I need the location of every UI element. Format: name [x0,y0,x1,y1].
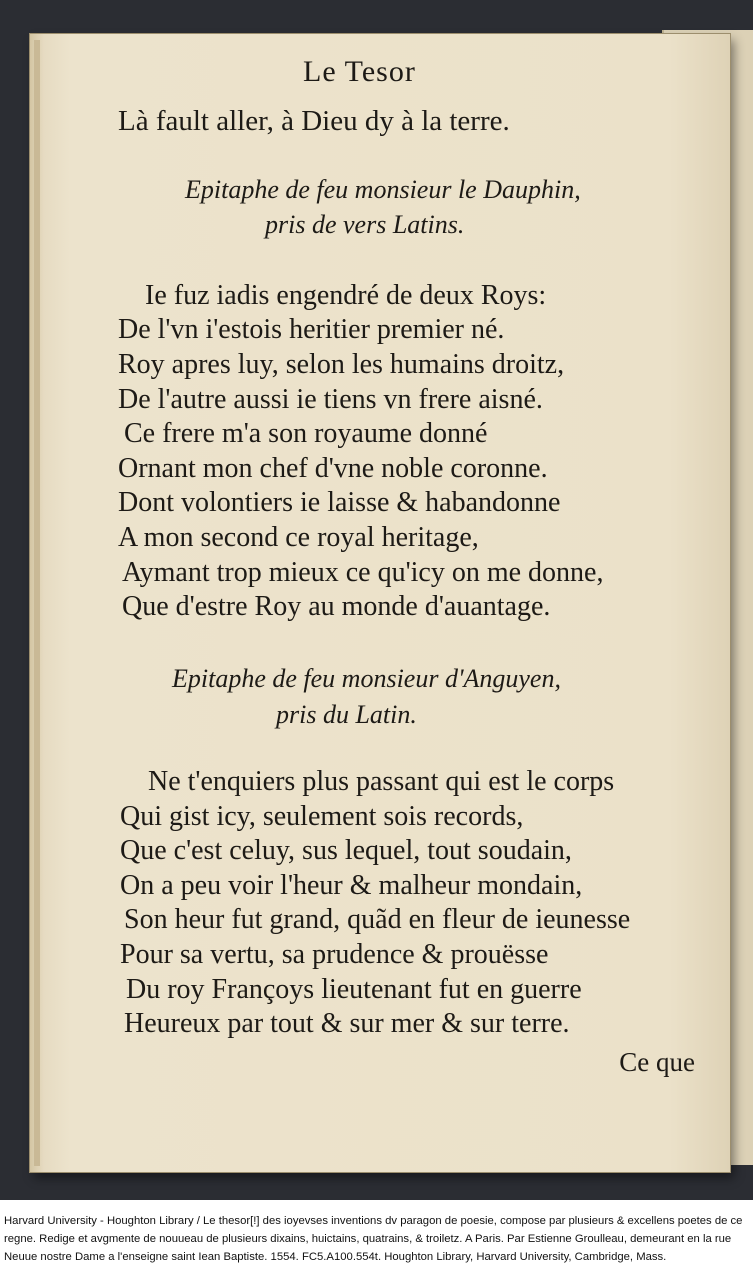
epitaph1-line: Ce frere m'a son royaume donné [124,418,488,449]
epitaph1-title-line2: pris de vers Latins. [265,210,465,239]
epitaph1-line: Ornant mon chef d'vne noble coronne. [118,453,548,484]
epitaph1-line: Dont volontiers ie laisse & habandonne [118,487,561,518]
image-credit-caption: Harvard University - Houghton Library / Le thesor[!] des ioyevses inventions dv paragon de poesie, compose par plusieurs & excellens poetes de ce regne. Redige et avgmente de nouueau de plusieurs dixains, huictains, quatrains, & troiletz. A Paris. Par Estienne Groulleau, demeurant en la rue Neuue nostre Dame a l'enseigne saint Iean Baptiste. 1554. FC5.A100.554t. Houghton Library, Harvard University, Cambridge, Mass. [4,1215,743,1263]
epitaph2-line: Qui gist icy, seulement sois records, [120,801,524,832]
catchword: Ce que [619,1047,695,1077]
epitaph1-line: Que d'estre Roy au monde d'auantage. [122,591,551,622]
epitaph2-line: Heureux par tout & sur mer & sur terre. [124,1008,570,1039]
epitaph1-line: A mon second ce royal heritage, [118,522,479,553]
epitaph2-line: Pour sa vertu, sa prudence & prouësse [120,939,549,970]
epitaph2-line: Du roy Françoys lieutenant fut en guerre [126,974,582,1005]
epitaph2-line: Que c'est celuy, sus lequel, tout soudain, [120,835,572,866]
epitaph1-line: Roy apres luy, selon les humains droitz, [118,349,565,380]
epitaph2-line: On a peu voir l'heur & malheur mondain, [120,870,583,901]
epitaph2-title-line1: Epitaphe de feu monsieur d'Anguyen, [172,664,561,693]
epitaph2-line: Ne t'enquiers plus passant qui est le corps [148,766,615,797]
epitaph1-title-line1: Epitaphe de feu monsieur le Dauphin, [185,175,581,204]
first-line: Là fault aller, à Dieu dy à la terre. [118,105,510,137]
epitaph1-line: De l'autre aussi ie tiens vn frere aisné. [118,384,543,415]
running-header: Le Tesor [303,55,416,88]
epitaph1-line: Ie fuz iadis engendré de deux Roys: [145,280,547,311]
epitaph1-line: De l'vn i'estois heritier premier né. [118,314,505,345]
epitaph1-line: Aymant trop mieux ce qu'icy on me donne, [122,557,604,588]
epitaph2-line: Son heur fut grand, quãd en fleur de ieunesse [124,904,631,935]
epitaph2-title-line2: pris du Latin. [276,700,417,729]
page-gutter [34,40,40,1166]
